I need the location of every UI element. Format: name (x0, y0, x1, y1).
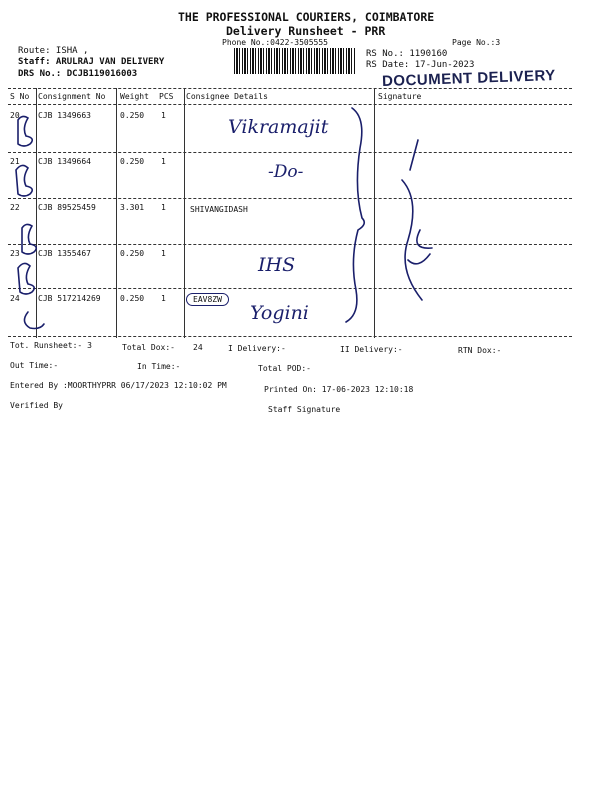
row-sno: 22 (10, 203, 20, 212)
entered-by: Entered By :MOORTHYPRR 06/17/2023 12:10:02 PM (10, 381, 227, 390)
total-runsheet: Tot. Runsheet:- 3 (10, 341, 92, 350)
company-title: THE PROFESSIONAL COURIERS, COIMBATORE (178, 10, 435, 24)
page-number: Page No.:3 (452, 38, 501, 47)
staff-signature: Staff Signature (268, 405, 341, 414)
out-time: Out Time:- (10, 361, 59, 370)
row-pcs: 1 (161, 249, 166, 258)
row-sno: 24 (10, 294, 20, 303)
handwritten-recipient: Yogini (250, 302, 309, 324)
handwritten-recipient: IHS (258, 254, 296, 276)
i-delivery: I Delivery:- (228, 344, 286, 353)
col-signature: Signature (378, 92, 422, 101)
row-weight: 0.250 (120, 294, 145, 303)
row-sno: 23 (10, 249, 20, 258)
tick-mark (18, 263, 34, 294)
phone-number: Phone No.:0422-3505555 (222, 38, 328, 47)
ii-delivery: II Delivery:- (340, 345, 403, 354)
row-sno: 20 (10, 111, 20, 120)
row-pcs: 1 (161, 157, 166, 166)
tick-mark (16, 165, 32, 196)
row-pcs: 1 (161, 294, 166, 303)
route-label: Route: ISHA , (18, 46, 89, 56)
row-consignment: CJB 1349663 (38, 111, 91, 120)
row-pcs: 1 (161, 203, 166, 212)
row-weight: 3.301 (120, 203, 145, 212)
tick-mark (18, 116, 32, 146)
row-consignee-code: EAV8ZW (186, 293, 229, 306)
runsheet-subtitle: Delivery Runsheet - PRR (226, 24, 386, 38)
total-pod: Total POD:- (258, 364, 311, 373)
rs-number: RS No.: 1190160 (366, 49, 448, 59)
tick-mark (22, 224, 36, 254)
staff-label: Staff: ARULRAJ VAN DELIVERY (18, 57, 165, 67)
barcode (234, 48, 356, 74)
row-weight: 0.250 (120, 249, 145, 258)
verified-by: Verified By (10, 401, 63, 410)
row-pcs: 1 (161, 111, 166, 120)
handwritten-recipient: -Do- (268, 162, 304, 182)
row-consignee: SHIVANGIDASH (190, 205, 248, 214)
row-consignment: CJB 517214269 (38, 294, 101, 303)
printed-on: Printed On: 17-06-2023 12:10:18 (264, 385, 414, 394)
document-delivery-stamp: DOCUMENT DELIVERY (381, 66, 557, 91)
row-sno: 21 (10, 157, 20, 166)
row-consignment: CJB 1349664 (38, 157, 91, 166)
rs-date: RS Date: 17-Jun-2023 (366, 60, 475, 70)
signature-stroke (410, 140, 418, 170)
drs-number: DRS No.: DCJB119016003 (18, 69, 138, 79)
handwritten-recipient: Vikramajit (228, 116, 329, 138)
col-consignee: Consignee Details (186, 92, 268, 101)
signature (402, 180, 432, 300)
col-weight: Weight (120, 92, 149, 101)
row-consignment: CJB 1355467 (38, 249, 91, 258)
total-dox-value: 24 (193, 343, 203, 352)
curly-brace (346, 108, 364, 322)
rtn-dox: RTN Dox:- (458, 346, 502, 355)
in-time: In Time:- (137, 362, 181, 371)
row-consignment: CJB 89525459 (38, 203, 96, 212)
col-sno: S No (10, 92, 30, 101)
col-pcs: PCS (159, 92, 174, 101)
col-consignment: Consignment No (38, 92, 106, 101)
row-weight: 0.250 (120, 157, 145, 166)
total-dox-label: Total Dox:- (122, 343, 175, 352)
handwritten-marks (0, 100, 600, 340)
tick-mark (24, 312, 44, 329)
table-top-rule (8, 88, 572, 89)
row-weight: 0.250 (120, 111, 145, 120)
